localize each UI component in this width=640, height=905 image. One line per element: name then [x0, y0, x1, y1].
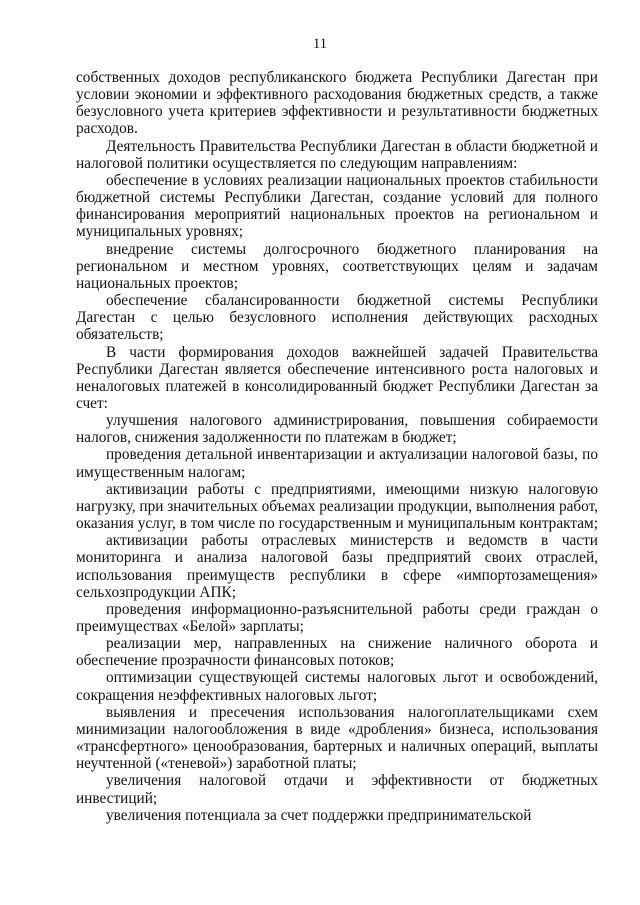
measure-item: увеличения потенциала за счет поддержки предпринимательской: [106, 806, 532, 824]
measure-item: реализации мер, направленных на снижение наличного оборота и обеспечение прозрачности финансовых потоков;: [76, 635, 598, 670]
measure-item: активизации работы отраслевых министерств и ведомств в части мониторинга и анализа налоговой базы предприятий своих отраслей, использования преимуществ республики в сфере «импортозамещения» сельхозпродукции АПК;: [76, 532, 598, 601]
paragraph-continuation: собственных доходов республиканского бюджета Республики Дагестан при условии экономии и эффективного расходования бюджетных средств, а также безусловного учета критериев эффективности и результативности бюджетных расходов.: [76, 69, 598, 138]
measure-item: проведения детальной инвентаризации и актуализации налоговой базы, по имущественным налогам;: [76, 446, 598, 481]
measure-item: выявления и пресечения использования налогоплательщиками схем минимизации налогообложения в виде «дробления» бизнеса, использования «трансфертного» ценообразования, бартерных и наличных операций, выплаты неучтенной («теневой») заработной платы;: [76, 703, 598, 773]
measure-item: увеличения налоговой отдачи и эффективности от бюджетных инвестиций;: [76, 772, 598, 807]
paragraph-intro: Деятельность Правительства Республики Дагестан в области бюджетной и налоговой политики осуществляется по следующим направлениям:: [76, 137, 598, 172]
measure-item: проведения информационно-разъяснительной работы среди граждан о преимуществах «Белой» зарплаты;: [76, 600, 598, 635]
document-body: [76, 69, 598, 824]
measure-item: улучшения налогового администрирования, повышения собираемости налогов, снижения задолженности по платежам в бюджет;: [76, 412, 598, 447]
paragraph-revenue-intro: В части формирования доходов важнейшей задачей Правительства Республики Дагестан является обеспечение интенсивного роста налоговых и неналоговых платежей в консолидированный бюджет Республики Дагестан за счет:: [76, 343, 598, 412]
measure-item: оптимизации существующей системы налоговых льгот и освобождений, сокращения неэффективных налоговых льгот;: [76, 669, 598, 704]
page-number: 11: [313, 36, 327, 52]
direction-item: обеспечение в условиях реализации национальных проектов стабильности бюджетной системы Республики Дагестан, создание условий для полного финансирования мероприятий национальных проектов на региональном и муниципальных уровнях;: [76, 171, 598, 241]
direction-item: обеспечение сбалансированности бюджетной системы Республики Дагестан с целью безусловного исполнения действующих расходных обязательств;: [76, 292, 598, 344]
direction-item: внедрение системы долгосрочного бюджетного планирования на региональном и местном уровнях, соответствующих целям и задачам национальных проектов;: [76, 240, 598, 292]
measure-item: активизации работы с предприятиями, имеющими низкую налоговую нагрузку, при значительных объемах реализации продукции, выполнения работ, оказания услуг, в том числе по государственным и муниципальным контрактам;: [76, 480, 598, 533]
